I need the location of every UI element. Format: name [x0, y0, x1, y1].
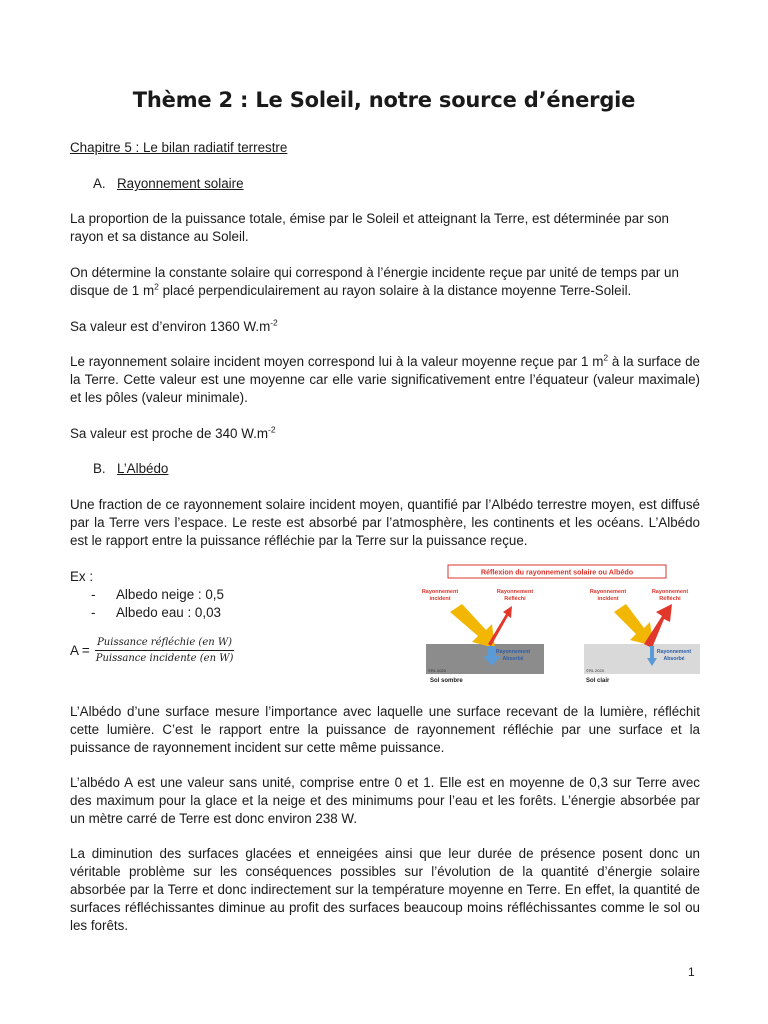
absorbed-label: Absorbé [502, 656, 524, 662]
diagram-title: Réflexion du rayonnement solaire ou Albédo [480, 567, 634, 577]
paragraph-2 [70, 264, 700, 300]
ground-label: Sol clair [586, 678, 610, 684]
paragraph-9: La diminution des surfaces glacées et enneigées ainsi que leur durée de présence posent donc un véritable problème sur les conséquences possibles sur l’évolution de la quantité d’énergie solaire absorbée par la Terre et donc indirectement sur la température moyenne en Terre. En effet, la quantité de surfaces réfléchissantes diminue au profit des surfaces beaucoup moins réfléchissantes comme le sol ou les forêts. [70, 846, 700, 933]
reflected-label: Rayonnement [496, 589, 534, 595]
examples-label: Ex : [70, 569, 94, 584]
incident-label: incident [429, 596, 451, 602]
credit-text: ©RL 2020 [586, 668, 604, 673]
superscript: 2 [603, 352, 609, 363]
section-a-title: Rayonnement solaire [117, 176, 244, 191]
paragraph-7: L’Albédo d’une surface mesure l’importance avec laquelle une surface recevant de la lumière, réfléchit cette lumière. C’est le rapport entre la puissance de rayonnement réfléchie par une surface et la puissance de rayonnement incident sur cette même puissance. [70, 704, 700, 755]
albedo-formula [70, 636, 235, 665]
paragraph-4-text-b: à la surface de la Terre. Cette valeur est une moyenne car elle varie significativement entre l’équateur (valeur maximale) et les pôles (valeur minimale). [70, 354, 700, 405]
absorbed-label: Rayonnement [495, 649, 531, 655]
incident-label: incident [597, 596, 619, 602]
list-dash: - [91, 587, 96, 602]
paragraph-4-text-a: Le rayonnement solaire incident moyen correspond lui à la valeur moyenne reçue par 1 m [70, 354, 604, 369]
reflected-label: Rayonnement [651, 589, 689, 595]
albedo-diagram [418, 564, 702, 686]
paragraph-4 [70, 353, 700, 407]
paragraph-2-text-a: On détermine la constante solaire qui correspond à l’énergie incidente reçue par unité de temps par un disque de 1 m [70, 265, 679, 298]
superscript: 2 [154, 281, 159, 292]
credit-text: ©RL 2020 [428, 668, 446, 673]
formula-denominator: Puissance incidente (en W) [95, 653, 234, 664]
example-item [91, 604, 221, 622]
superscript: -2 [270, 317, 278, 328]
paragraph-5-text: Sa valeur est proche de 340 W.m [70, 426, 268, 441]
paragraph-8: L’albédo A est une valeur sans unité, comprise entre 0 et 1. Elle est en moyenne de 0,3 sur Terre avec des maximum pour la glace et la neige et des minimums pour l’eau et les forêts. L’énergie absorbée par un mètre carré de Terre est donc environ 238 W. [70, 775, 700, 826]
incident-label: Rayonnement [589, 589, 627, 595]
dark-ground-panel [422, 589, 544, 684]
section-b-heading [93, 460, 168, 478]
example-item [91, 586, 224, 604]
example-text: Albedo neige : 0,5 [116, 587, 224, 602]
reflected-label: Réfléchi [504, 596, 526, 602]
light-ground-panel [584, 589, 700, 684]
paragraph-5 [70, 425, 700, 443]
ground-label: Sol sombre [430, 678, 463, 684]
list-dash: - [91, 605, 96, 620]
paragraph-3-text: Sa valeur est d’environ 1360 W.m [70, 319, 271, 334]
section-b-title: L’Albédo [117, 461, 169, 476]
incident-arrow [450, 604, 495, 648]
paragraph-3 [70, 318, 700, 336]
incident-label: Rayonnement [421, 589, 459, 595]
section-a-letter: A. [93, 176, 106, 191]
reflected-label: Réfléchi [659, 596, 681, 602]
page-number: 1 [688, 965, 695, 979]
formula-lhs: A = [70, 643, 90, 658]
example-text: Albedo eau : 0,03 [116, 605, 221, 620]
formula-fraction [94, 636, 236, 665]
absorbed-label: Absorbé [663, 656, 685, 662]
superscript: -2 [268, 424, 276, 435]
paragraph-2-text-b: placé perpendiculairement au rayon solaire à la distance moyenne Terre-Soleil. [158, 283, 632, 298]
chapter-heading: Chapitre 5 : Le bilan radiatif terrestre [70, 140, 288, 155]
paragraph-1: La proportion de la puissance totale, émise par le Soleil et atteignant la Terre, est déterminée par son rayon et sa distance au Soleil. [70, 211, 669, 244]
absorbed-label: Rayonnement [656, 649, 692, 655]
formula-numerator: Puissance réfléchie (en W) [95, 636, 234, 651]
section-a-heading [93, 175, 244, 193]
section-b-letter: B. [93, 461, 106, 476]
paragraph-6: Une fraction de ce rayonnement solaire incident moyen, quantifié par l’Albédo terrestre moyen, est diffusé par la Terre vers l’espace. Le reste est absorbé par l’atmosphère, les continents et les océans. L’Albédo est le rapport entre la puissance réfléchie par la Terre sur la puissance reçue. [70, 497, 700, 548]
page-title: Thème 2 : Le Soleil, notre source d’énergie [132, 88, 636, 112]
